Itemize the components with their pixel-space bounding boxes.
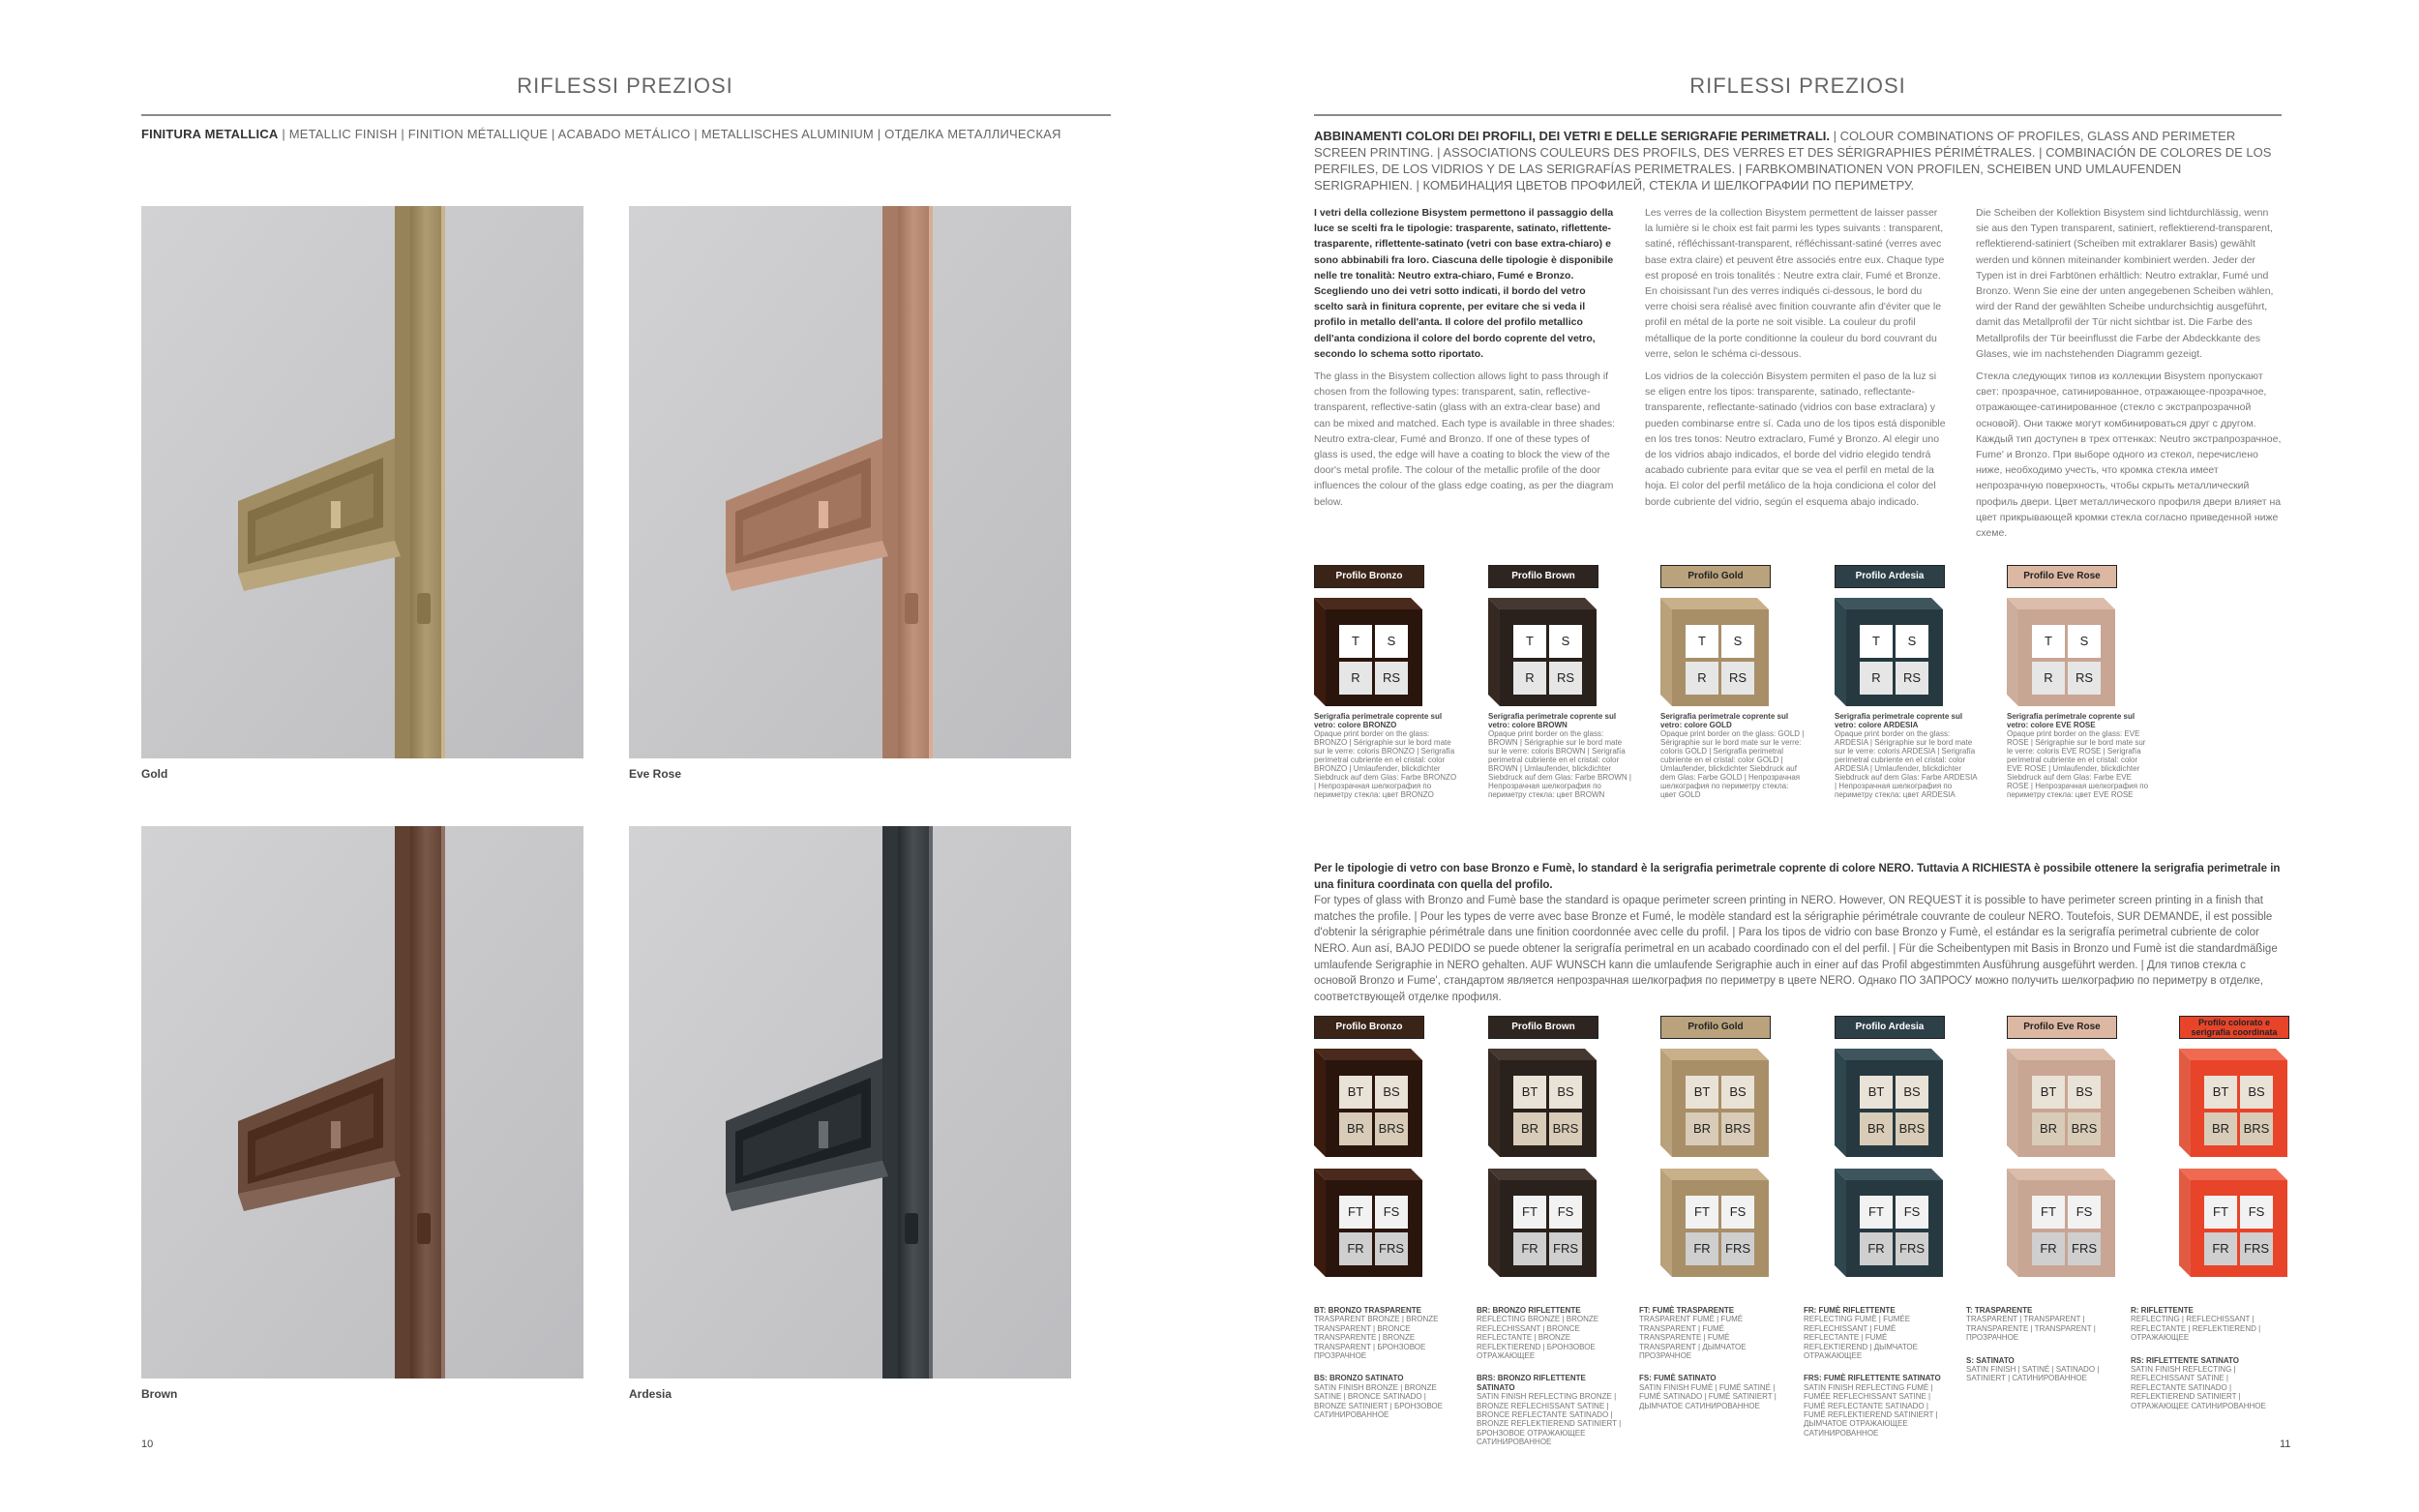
glass-code-label: FRS	[2244, 1241, 2269, 1256]
glass-swatch-box	[1835, 1049, 1943, 1157]
description-bold: Serigrafia perimetrale coprente sul vetro: colore GOLD	[1660, 712, 1789, 729]
description-text: Opaque print border on the glass: GOLD | Sérigraphie sur le bord mate sur le verre: coloris GOLD | Serigrafía perimetral cubriente en el cristal: color GOLD | Umlaufender, blickdichter Siebdruck auf dem Glas: Farbe GOLD | Непрозрачная шелкография по периметру стекла: цвет GOLD	[1660, 729, 1805, 799]
glass-code-label: BRS	[1898, 1121, 1926, 1136]
profile-tag: Profilo Brown	[1488, 565, 1598, 588]
glass-code-label: BRS	[2071, 1121, 2098, 1136]
description-text: Opaque print border on the glass: BROWN | Sérigraphie sur le bord mate sur le verre: coloris BROWN | Serigrafía perimetral cubriente en el cristal: color BROWN | Umlaufender, blickdichter Siebdruck auf dem Glas: Farbe BROWN | Непрозрачная шелкография по периметру стекла: цвет BROWN	[1488, 729, 1631, 799]
text-column-1	[1314, 205, 1616, 517]
photo-caption: Brown	[141, 1387, 178, 1401]
glass-code-label: FS	[1729, 1204, 1747, 1219]
profile-tag: Profilo Gold	[1660, 1016, 1771, 1039]
intro-bold: ABBINAMENTI COLORI DEI PROFILI, DEI VETRI E DELLE SERIGRAFIE PERIMETRALI.	[1314, 129, 1831, 143]
legend-term: FR: FUMÈ RIFLETTENTE	[1804, 1306, 1896, 1315]
glass-code-label: BR	[2039, 1121, 2058, 1136]
glass-code-label: S	[1561, 634, 1570, 648]
description-text: Opaque print border on the glass: EVE ROSE | Sérigraphie sur le bord mate sur le verre: coloris EVE ROSE | Serigrafía perimetral cubriente en el cristal: color EVE ROSE | Umlaufender, blickdichter Siebdruck auf dem Glas: Farbe EVE ROSE | Непрозрачная шелкография по периметру стекла: цвет EVE ROSE	[2007, 729, 2149, 799]
text-column-3	[1976, 205, 2282, 548]
glass-code-label: RS	[1902, 670, 1922, 685]
page-number: 10	[141, 1438, 154, 1450]
glass-code-label: BRS	[1378, 1121, 1405, 1136]
legend-translations: SATIN FINISH REFLECTING FUMÈ | FUMÉE REFLECHISSANT SATINE | FUMÉ REFLECTANTE SATINADO | FUMÉ REFLEKTIEREND SATINIERT | ДЫМЧАТОЕ ОТРАЖАЮЩЕЕ САТИНИРОВАННОЕ	[1804, 1382, 1938, 1438]
finish-photo-brown	[141, 826, 583, 1379]
profile-tag: Profilo Brown	[1488, 1016, 1598, 1039]
description-bold: Serigrafia perimetrale coprente sul vetro: colore BRONZO	[1314, 712, 1443, 729]
legend-term: FS: FUMÈ SATINATO	[1639, 1374, 1717, 1383]
glass-code-label: R	[1697, 670, 1707, 685]
legend-column	[1639, 1306, 1784, 1410]
legend-translations: REFLECTING | REFLECHISSANT | REFLECTANTE | REFLEKTIEREND | ОТРАЖАЮЩЕЕ	[2131, 1315, 2261, 1343]
profile-description	[1488, 712, 1633, 799]
glass-code-label: FT	[1348, 1204, 1363, 1219]
para-en: The glass in the Bisystem collection allows light to pass through if chosen from the following types: transparent, satin, reflective-transparent, reflective-satin (glass with an extra-clear base) and can be mixed and matched. Each type is available in three shades: Neutro extra-clear, Fumé and Bronzo. If one of these types of glass is used, the edge will have a coating to block the view of the door's metal profile. The colour of the metallic profile of the door influences the colour of the glass edge coating, as per the diagram below.	[1314, 371, 1616, 508]
legend-translations: REFLECTING BRONZE | BRONZE REFLECHISSANT | BRONCE REFLECTANTE | BRONZE REFLEKTIEREND | БРОНЗОВОЕ ОТРАЖАЮЩЕЕ	[1477, 1315, 1599, 1361]
glass-code-label: BR	[1692, 1121, 1712, 1136]
glass-code-label: BS	[1903, 1084, 1921, 1099]
legend-term: FT: FUMÈ TRASPARENTE	[1639, 1306, 1735, 1315]
glass-code-label: BR	[1520, 1121, 1539, 1136]
glass-code-label: FR	[1693, 1241, 1711, 1256]
description-text: Opaque print border on the glass: ARDESIA | Sérigraphie sur le bord mate sur le verre: coloris ARDESIA | Serigrafía perimetral cubriente en el cristal: color ARDESIA | Umlaufender, blickdichter Siebdruck auf dem Glas: Farbe ARDESIA | Непрозрачная шелкография по периметру стекла: цвет ARDESIA	[1835, 729, 1978, 799]
glass-swatch-box	[2179, 1169, 2287, 1277]
finish-subhead	[141, 127, 1061, 141]
glass-swatch-box	[2007, 598, 2115, 706]
legend-term: RS: RIFLETTENTE SATINATO	[2131, 1355, 2239, 1365]
legend-column	[1314, 1306, 1459, 1419]
glass-code-label: T	[1698, 634, 1706, 648]
header-rule	[141, 114, 1111, 116]
profile-tag: Profilo Gold	[1660, 565, 1771, 588]
glass-code-label: FR	[1347, 1241, 1364, 1256]
glass-code-label: FS	[1903, 1204, 1921, 1219]
glass-code-label: BT	[1693, 1084, 1711, 1099]
glass-code-label: RS	[2075, 670, 2094, 685]
profile-tag: Profilo Bronzo	[1314, 565, 1424, 588]
glass-code-label: RS	[1382, 670, 1401, 685]
profile-tag: Profilo Bronzo	[1314, 1016, 1424, 1039]
glass-code-label: BR	[2211, 1121, 2230, 1136]
glass-swatch-box	[1660, 1049, 1769, 1157]
glass-code-label: BT	[1347, 1084, 1364, 1099]
glass-swatch-box	[2007, 1169, 2115, 1277]
photo-caption: Ardesia	[629, 1387, 672, 1401]
glass-code-label: BS	[1557, 1084, 1574, 1099]
intro-rest: | COLOUR COMBINATIONS OF PROFILES, GLASS AND PERIMETER SCREEN PRINTING. | ASSOCIATIONS COULEURS DES PROFILS, DES VERRES ET DES SÉRIGRAPHIES PÉRIMÉTRALES. | COMBINACIÓN DE COLORES DE LOS PERFILES, DE LOS VIDRIOS Y DE LAS SERIGRAFÍAS PERIMETRALES. | FARBKOMBINATIONEN VON PROFILEN, SCHEIBEN UND UMLAUFENDEN SERIGRAPHIEN. | КОМБИНАЦИЯ ЦВЕТОВ ПРОФИЛЕЙ, СТЕКЛА И ШЕЛКОГРАФИИ ПО ПЕРИМЕТРУ.	[1314, 129, 2272, 193]
glass-code-label: FRS	[2072, 1241, 2097, 1256]
legend-translations: REFLECTING FUMÈ | FUMÉE REFLECHISSANT | FUMÉ REFLECTANTE | FUMÉ REFLEKTIEREND | ДЫМЧАТОЕ ОТРАЖАЮЩЕЕ	[1804, 1315, 1918, 1361]
glass-code-label: RS	[1556, 670, 1575, 685]
glass-swatch-box	[1488, 1169, 1597, 1277]
para-ru: Стекла следующих типов из коллекции Bisystem пропускают свет: прозрачное, сатинированное, отражающее-прозрачное, отражающее-сатинированное (стекло с экстрапрозрачной основой). Они также могут комбинироваться друг с другом. Каждый тип доступен в трех оттенках: Neutro экстрапрозрачное, Fume' и Bronzo. При выборе одного из стекол, перечислено ниже, необходимо учесть, что кромка стекла имеет непрозрачную поверхность, чтобы скрыть металлический профиль двери. Цвет металлического профиля двери влияет на цвет прикрывающей кромки стекла согласно приведенной ниже схеме.	[1976, 371, 2282, 540]
para-de: Die Scheiben der Kollektion Bisystem sind lichtdurchlässig, wenn sie aus den Typen transparent, satiniert, reflektierend-transparent, reflektierend-satiniert (Scheiben mit extraklarer Basis) gewählt werden und können miteinander kombiniert werden. Jeder der Typen ist in drei Farbtönen erhältlich: Neutro extraklar, Fumé und Bronzo. Wenn Sie eine der unten angegebenen Scheiben wählen, wird der Rand der gewählten Scheibe undurchsichtig ausgeführt, damit das Metallprofil der Tür nicht sichtbar ist. Die Farbe des Metallprofils der Tür beeinflusst die Farbe der Abdeckkante des Glases, wie im nachstehenden Diagramm gezeigt.	[1976, 207, 2274, 360]
glass-code-label: BT	[1867, 1084, 1885, 1099]
glass-code-label: FR	[1867, 1241, 1885, 1256]
para-es: Los vidrios de la colección Bisystem permiten el paso de la luz si se eligen entre los tipos: transparente, satinado, reflectante-transparente, reflectante-satinado (vidrios con base extraclara) y pueden combinarse entre sí. Cada uno de los tipos está disponible en los tres tonos: Neutro extraclaro, Fumé y Bronzo. Al elegir uno de los vidrios abajo indicados, el borde del vidrio elegido tendrá acabado cubriente para evitar que se vea el perfil en metal de la hoja. El color del perfil metálico de la hoja condiciona el color del borde cubriente del vidrio, según el esquema abajo indicado.	[1645, 371, 1946, 508]
legend-column	[1966, 1306, 2111, 1383]
glass-code-label: FT	[2041, 1204, 2056, 1219]
glass-code-label: BT	[1521, 1084, 1538, 1099]
glass-swatch-box	[1488, 1049, 1597, 1157]
glass-code-label: T	[1872, 634, 1880, 648]
note-bold: Per le tipologie di vetro con base Bronzo e Fumè, lo standard è la serigrafia perimetrale coprente di colore NERO. Tuttavia A RICHIESTA è possibile ottenere la serigrafia perimetrale in una finitura coordinata con quella del profilo.	[1314, 863, 2281, 891]
legend-column	[1804, 1306, 1949, 1438]
glass-code-label: S	[1387, 634, 1396, 648]
glass-code-label: BT	[2212, 1084, 2229, 1099]
glass-code-label: T	[1352, 634, 1359, 648]
glass-code-label: BS	[1729, 1084, 1747, 1099]
glass-code-label: R	[1525, 670, 1535, 685]
glass-code-label: FT	[1694, 1204, 1710, 1219]
profile-description	[1314, 712, 1459, 799]
glass-code-label: FR	[2040, 1241, 2057, 1256]
glass-code-label: BRS	[2243, 1121, 2270, 1136]
legend-translations: SATIN FINISH FUMÈ | FUMÉ SATINÉ | FUMÉ SATINADO | FUMÉ SATINIERT | ДЫМЧАТОЕ САТИНИРОВАННОЕ	[1639, 1382, 1777, 1410]
glass-code-label: FT	[1522, 1204, 1538, 1219]
para-it: I vetri della collezione Bisystem permettono il passaggio della luce se scelti fra le tipologie: trasparente, satinato, riflettente-trasparente, riflettente-satinato (vetri con base extra-chiaro) e sono abbinabili fra loro. Ciascuna delle tipologie è disponibile nelle tre tonalità: Neutro extra-chiaro, Fumé e Bronzo. Scegliendo uno dei vetri sotto indicati, il bordo del vetro scelto sarà in finitura coprente, per evitare che si veda il profilo in metallo dell'anta. Il colore del profilo metallico dell'anta condiziona il colore del bordo coprente del vetro, secondo lo schema sotto riportato.	[1314, 207, 1614, 360]
finish-photo-ardesia	[629, 826, 1071, 1379]
note-rest: For types of glass with Bronzo and Fumè base the standard is opaque perimeter screen printing in NERO. However, ON REQUEST it is possible to have perimeter screen printing in a finish that matches the profile. | Pour les types de verre avec base Bronze et Fumé, le modèle standard est la sérigraphie périmétrale couvrante de couleur NERO. Toutefois, SUR DEMANDE, il est possible d'obtenir la sérigraphie périmétrale dans une finition coordonnée avec celle du profil. | Para los tipos de vidrio con base Bronzo y Fumè, el estándar es la serigrafía perimetral cubriente de color NERO. Aun así, BAJO PEDIDO se puede obtener la serigrafía perimetral en un acabado coordinado con el del perfil. | Für die Scheibentypen mit Basis in Bronzo und Fumè ist die standardmäßige umlaufende Serigraphie in NERO gehalten. AUF WUNSCH kann die umlaufende Serigraphie auch in einer auf das Profil abgestimmten Ausführung ausgeführt werden. | Для типов стекла с основой Bronzo и Fume', стандартом является непрозрачная шелкография по периметру в цвете NERO. Однако ПО ЗАПРОСУ можно получить шелкографию по периметру в отделке, соответствующей отделке профиля.	[1314, 895, 2278, 1003]
glass-code-label: BS	[1383, 1084, 1400, 1099]
glass-code-label: FS	[2248, 1204, 2265, 1219]
glass-swatch-box	[1660, 1169, 1769, 1277]
glass-code-label: FR	[2212, 1241, 2229, 1256]
profile-tag: Profilo Eve Rose	[2007, 1016, 2117, 1039]
glass-code-label: T	[2045, 634, 2052, 648]
glass-code-label: BS	[2076, 1084, 2093, 1099]
glass-code-label: BT	[2040, 1084, 2057, 1099]
glass-code-label: BR	[1867, 1121, 1886, 1136]
glass-swatch-box	[2179, 1049, 2287, 1157]
intro-text	[1314, 128, 2282, 193]
glass-swatch-box	[1314, 1049, 1422, 1157]
standard-note	[1314, 861, 2286, 1005]
finish-photo-eve-rose	[629, 206, 1071, 758]
glass-code-label: FS	[1557, 1204, 1574, 1219]
glass-code-label: RS	[1728, 670, 1747, 685]
glass-swatch-box	[2007, 1049, 2115, 1157]
glass-code-label: FS	[1383, 1204, 1400, 1219]
legend-translations: SATIN FINISH REFLECTING | REFLECHISSANT SATINE | REFLECTANTE SATINADO | REFLEKTIEREND SATINIERT | ОТРАЖАЮЩЕЕ САТИНИРОВАННОЕ	[2131, 1365, 2266, 1410]
page-title: RIFLESSI PREZIOSI	[1689, 74, 1906, 98]
glass-code-label: FRS	[1553, 1241, 1578, 1256]
glass-code-label: BR	[1346, 1121, 1365, 1136]
legend-term: R: RIFLETTENTE	[2131, 1306, 2194, 1315]
legend-term: BT: BRONZO TRASPARENTE	[1314, 1306, 1421, 1315]
right-page	[1210, 0, 2419, 1512]
photo-caption: Gold	[141, 767, 168, 781]
legend-translations: SATIN FINISH REFLECTING BRONZE | BRONZE REFLECHISSANT SATINE | BRONCE REFLECTANTE SATINADO | BRONZE REFLEKTIEREND SATINIERT | БРОНЗОВОЕ ОТРАЖАЮЩЕЕ САТИНИРОВАННОЕ	[1477, 1392, 1622, 1447]
legend-term: T: TRASPARENTE	[1966, 1306, 2033, 1315]
glass-code-label: FRS	[1379, 1241, 1404, 1256]
legend-term: FRS: FUMÈ RIFLETTENTE SATINATO	[1804, 1374, 1941, 1383]
legend-translations: TRASPARENT FUMÈ | FUMÉ TRANSPARENT | FUMÉ TRANSPARENTE | FUMÉ TRANSPARENT | ДЫМЧАТОЕ ПРОЗРАЧНОЕ	[1639, 1315, 1747, 1361]
legend-column	[1477, 1306, 1622, 1447]
legend-term: BRS: BRONZO RIFLETTENTE SATINATO	[1477, 1374, 1586, 1392]
glass-swatch-box	[1488, 598, 1597, 706]
legend-translations: SATIN FINISH BRONZE | BRONZE SATINE | BRONCE SATINADO | BRONZE SATINIERT | БРОНЗОВОЕ САТИНИРОВАННОЕ	[1314, 1382, 1443, 1420]
text-column-2	[1645, 205, 1947, 517]
glass-code-label: R	[2044, 670, 2053, 685]
glass-code-label: BRS	[1724, 1121, 1751, 1136]
glass-code-label: BS	[2248, 1084, 2265, 1099]
page-number: 11	[2280, 1438, 2291, 1450]
description-bold: Serigrafia perimetrale coprente sul vetro: colore BROWN	[1488, 712, 1617, 729]
glass-code-label: FT	[2213, 1204, 2228, 1219]
legend-translations: SATIN FINISH | SATINÉ | SATINADO | SATINIERT | САТИНИРОВАННОЕ	[1966, 1365, 2100, 1383]
glass-code-label: R	[1871, 670, 1881, 685]
glass-swatch-box	[1314, 598, 1422, 706]
description-bold: Serigrafia perimetrale coprente sul vetro: colore EVE ROSE	[2007, 712, 2135, 729]
profile-tag: Profilo Ardesia	[1835, 565, 1945, 588]
header-rule	[1314, 114, 2282, 116]
legend-term: BS: BRONZO SATINATO	[1314, 1374, 1404, 1383]
glass-code-label: S	[1907, 634, 1917, 648]
glass-code-label: T	[1526, 634, 1534, 648]
glass-code-label: R	[1351, 670, 1360, 685]
glass-swatch-box	[1314, 1169, 1422, 1277]
page-title: RIFLESSI PREZIOSI	[517, 74, 733, 98]
subhead-bold: FINITURA METALLICA	[141, 127, 279, 141]
description-text: Opaque print border on the glass: BRONZO | Sérigraphie sur le bord mate sur le verre: coloris BRONZO | Serigrafía perimetral cubriente en el cristal: color BRONZO | Umlaufender, blickdichter Siebdruck auf dem Glas: Farbe BRONZO | Непрозрачная шелкография по периметру стекла: цвет BRONZO	[1314, 729, 1457, 799]
legend-column	[2131, 1306, 2276, 1410]
profile-tag: Profilo colorato e serigrafia coordinata	[2179, 1016, 2289, 1039]
glass-swatch-box	[1835, 598, 1943, 706]
legend-translations: TRASPARENT | TRANSPARENT | TRANSPARENTE | TRANSPARENT | ПРОЗРАЧНОЕ	[1966, 1315, 2096, 1343]
finish-photo-gold	[141, 206, 583, 758]
legend-translations: TRASPARENT BRONZE | BRONZE TRANSPARENT | BRONCE TRANSPARENTE | BRONZE TRANSPARENT | БРОНЗОВОЕ ПРОЗРАЧНОЕ	[1314, 1315, 1439, 1361]
profile-description	[2007, 712, 2152, 799]
glass-swatch-box	[1660, 598, 1769, 706]
glass-code-label: S	[1733, 634, 1743, 648]
legend-term: S: SATINATO	[1966, 1355, 2015, 1365]
subhead-rest: | METALLIC FINISH | FINITION MÉTALLIQUE | ACABADO METÁLICO | METALLISCHES ALUMINIUM | ОТДЕЛКА МЕТАЛЛИЧЕСКАЯ	[278, 127, 1061, 141]
description-bold: Serigrafia perimetrale coprente sul vetro: colore ARDESIA	[1835, 712, 1963, 729]
glass-code-label: FT	[1868, 1204, 1884, 1219]
profile-description	[1660, 712, 1806, 799]
photo-caption: Eve Rose	[629, 767, 682, 781]
glass-code-label: FRS	[1899, 1241, 1925, 1256]
profile-tag: Profilo Eve Rose	[2007, 565, 2117, 588]
para-fr: Les verres de la collection Bisystem permettent de laisser passer la lumière si le choix est fait parmi les types suivants : transparent, satiné, réfléchissant-transparent, réfléchissant-satiné (verres avec base extra claire) et peuvent être associés entre eux. Chaque type est proposé en trois tonalités : Neutre extra clair, Fumé et Bronze. En choisissant l'un des verres indiqués ci-dessous, le bord du verre choisi sera réalisé avec finition couvrante afin d'éviter que le profil en métal de la porte ne soit visible. La couleur du profil métallique de la porte conditionne la couleur du bord couvrant du verre, selon le schéma ci-dessous.	[1645, 207, 1945, 360]
glass-code-label: FRS	[1725, 1241, 1750, 1256]
glass-code-label: S	[2079, 634, 2089, 648]
profile-tag: Profilo Ardesia	[1835, 1016, 1945, 1039]
glass-code-label: BRS	[1552, 1121, 1579, 1136]
glass-swatch-box	[1835, 1169, 1943, 1277]
legend-term: BR: BRONZO RIFLETTENTE	[1477, 1306, 1581, 1315]
glass-code-label: FR	[1521, 1241, 1538, 1256]
glass-code-label: FS	[2076, 1204, 2093, 1219]
profile-description	[1835, 712, 1980, 799]
